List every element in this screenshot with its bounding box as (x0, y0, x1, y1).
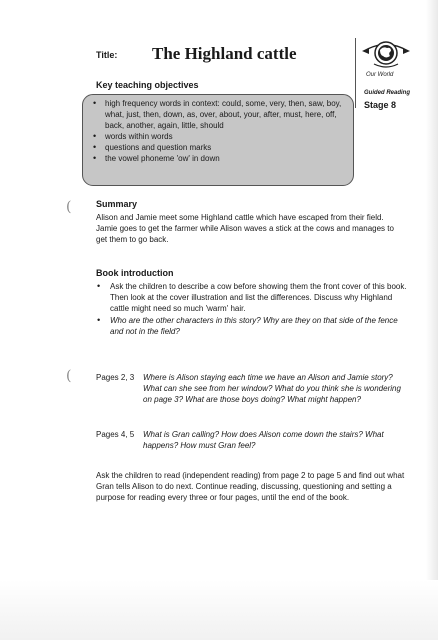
summary-text: Alison and Jamie meet some Highland cattle which have escaped from their field. Jamie goes to get the farmer while Alison waves a stick at the cows and manages to get them to go back. (96, 213, 394, 244)
margin-bracket-mark: ( (66, 199, 72, 215)
book-title: The Highland cattle (152, 44, 297, 63)
pages-questions: Where is Alison staying each time we have an Alison and Jamie story? What can she see from her window? What do you think she is wondering on page 3? What are those boys doing? What might happen? (143, 373, 401, 404)
pages-label: Pages 2, 3 (96, 373, 135, 382)
pages-questions: What is Gran calling? How does Alison come down the stairs? What happens? How must Gran feel? (143, 430, 384, 450)
introduction-item: • Ask the children to describe a cow before showing them the front cover of this book. Then look at the cover illustration and list the differences. Discuss why Highland cattle might need so much 'warm' hair. (96, 281, 412, 314)
title-row (96, 44, 346, 68)
pages-label: Pages 4, 5 (96, 430, 135, 439)
stage-label: Stage 8 (364, 100, 397, 110)
summary-heading: Summary (96, 199, 138, 209)
page-bottom-shadow (0, 580, 438, 640)
margin-bracket-mark: ( (66, 368, 72, 384)
introduction-heading: Book introduction (96, 268, 174, 278)
header-divider (355, 38, 356, 108)
introduction-item: • Who are the other characters in this story? Why are they on that side of the fence and not in the field? (96, 315, 412, 337)
closing-paragraph: Ask the children to read (independent reading) from page 2 to page 5 and find out what Gran tells Alison to do next. Continue reading, discussing, questioning and setting a purpose for reading every three or four pages, until the end of the book. (96, 471, 405, 502)
objectives-box (82, 94, 354, 186)
objective-item: • high frequency words in context: could, some, very, then, saw, boy, what, just, then, down, as, over, about, your, after, must, here, off, back, another, again, little, should (91, 98, 347, 131)
series-name: Our World (366, 72, 394, 78)
our-world-logo-icon (360, 34, 412, 72)
guided-reading-label: Guided Reading (364, 90, 411, 96)
page-edge-shadow (426, 0, 438, 640)
introduction-list (96, 281, 412, 338)
objective-item: • words within words (91, 131, 347, 142)
objective-item: • questions and question marks (91, 142, 347, 153)
objective-item: • the vowel phoneme 'ow' in down (91, 153, 347, 164)
objectives-heading: Key teaching objectives (96, 80, 199, 90)
title-label: Title: (96, 50, 118, 60)
